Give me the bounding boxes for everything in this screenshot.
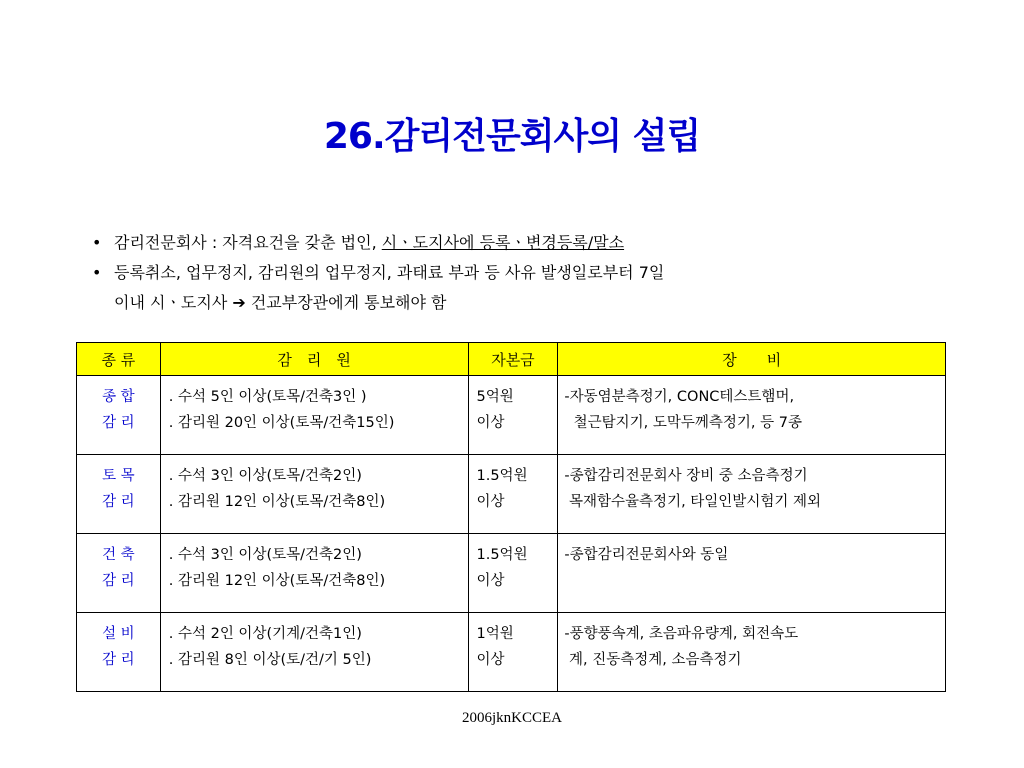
bullet-1-text: 감리전문회사 : 자격요건을 갖춘 법인, <box>114 233 382 252</box>
header-category: 종 류 <box>77 343 161 376</box>
bullet-item-1 <box>92 228 952 258</box>
header-capital: 자본금 <box>468 343 558 376</box>
footer-text: 2006jknKCCEA <box>461 710 562 726</box>
row-equipment: -풍향풍속계, 초음파유량계, 회전속도 계, 진동측정계, 소음측정기 <box>558 613 946 692</box>
bullet-1-underlined-text: 시ㆍ도지사에 등록ㆍ변경등록/말소 <box>381 233 625 252</box>
row-capital: 1.5억원 이상 <box>468 455 558 534</box>
table-row <box>77 455 946 534</box>
table-header-row <box>77 343 946 376</box>
row-equipment: -종합감리전문회사와 동일 <box>558 534 946 613</box>
row-staff: . 수석 5인 이상(토목/건축3인 ) . 감리원 20인 이상(토목/건축15인) <box>160 376 468 455</box>
bullet-list <box>92 228 952 318</box>
row-category: 토 목 감 리 <box>77 455 161 534</box>
row-category: 설 비 감 리 <box>77 613 161 692</box>
table-row <box>77 376 946 455</box>
row-staff: . 수석 3인 이상(토목/건축2인) . 감리원 12인 이상(토목/건축8인) <box>160 455 468 534</box>
row-category: 건 축 감 리 <box>77 534 161 613</box>
row-category: 종 합 감 리 <box>77 376 161 455</box>
table-row <box>77 613 946 692</box>
row-staff: . 수석 3인 이상(토목/건축2인) . 감리원 12인 이상(토목/건축8인) <box>160 534 468 613</box>
header-equipment: 장 비 <box>558 343 946 376</box>
row-capital: 1.5억원 이상 <box>468 534 558 613</box>
bullet-item-2 <box>92 258 952 318</box>
table-row <box>77 534 946 613</box>
row-equipment: -자동염분측정기, CONC테스트햄머, 철근탐지기, 도막두께측정기, 등 7종 <box>558 376 946 455</box>
row-equipment: -종합감리전문회사 장비 중 소음측정기 목재함수율측정기, 타일인발시험기 제외 <box>558 455 946 534</box>
row-staff: . 수석 2인 이상(기계/건축1인) . 감리원 8인 이상(토/건/기 5인) <box>160 613 468 692</box>
row-capital: 1억원 이상 <box>468 613 558 692</box>
header-staff: 감 리 원 <box>160 343 468 376</box>
bullet-2-line-2: 이내 시ㆍ도지사 ➔ 건교부장관에게 통보해야 함 <box>114 293 447 312</box>
bullet-dot-icon: • <box>92 263 102 282</box>
row-capital: 5억원 이상 <box>468 376 558 455</box>
requirements-table <box>76 342 946 692</box>
bullet-dot-icon: • <box>92 233 102 252</box>
bullet-2-line-1: 등록취소, 업무정지, 감리원의 업무정지, 과태료 부과 등 사유 발생일로부터 7일 <box>114 263 665 282</box>
slide-title: 26.감리전문회사의 설립 <box>323 116 701 157</box>
